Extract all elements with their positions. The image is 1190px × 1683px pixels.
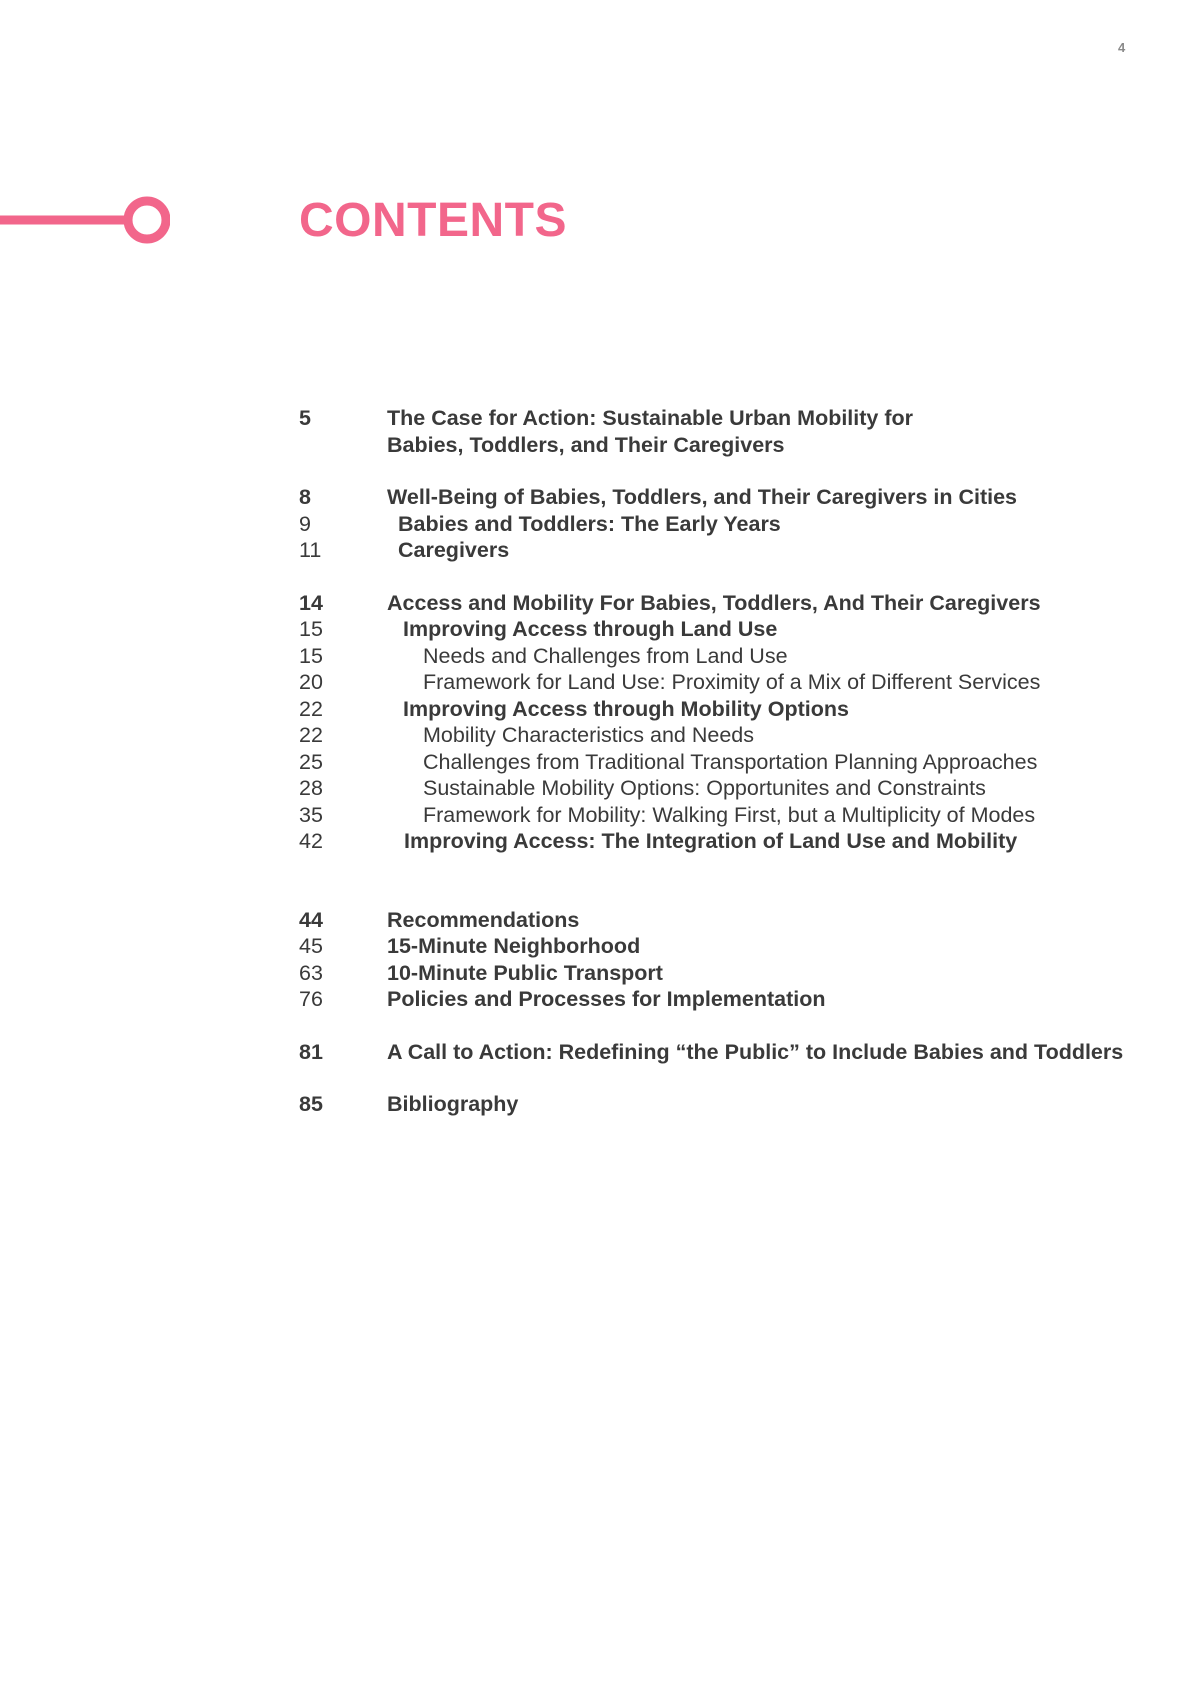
toc-entry-title: Policies and Processes for Implementation [387, 987, 826, 1011]
toc-page-number: 22 [299, 723, 323, 747]
toc-entry [299, 986, 1159, 1013]
toc-entry [299, 828, 1159, 855]
toc-page-number: 15 [299, 643, 323, 668]
toc-entry [299, 802, 1159, 829]
toc-entry [299, 775, 1159, 802]
toc-entry-title: Challenges from Traditional Transportation Planning Approaches [423, 749, 1038, 774]
toc-entry [299, 722, 1159, 749]
toc-entry-title: Recommendations [387, 907, 580, 932]
toc-entry [299, 1091, 1159, 1118]
toc-page-number: 8 [299, 485, 311, 509]
line-circle-decoration [0, 195, 170, 245]
toc-entry [299, 616, 1159, 643]
toc-entry [299, 432, 1159, 459]
toc-page-number: 76 [299, 987, 323, 1011]
toc-entry-title: Improving Access: The Integration of Land Use and Mobility [404, 829, 1018, 853]
page-title: CONTENTS [299, 194, 567, 247]
toc-entry [299, 907, 1159, 934]
toc-page-number: 5 [299, 406, 311, 430]
toc-page-number: 42 [299, 829, 323, 853]
toc-entry-title: Caregivers [398, 538, 510, 562]
toc-entry-title: Framework for Mobility: Walking First, but a Multiplicity of Modes [423, 802, 1036, 827]
toc-entry [299, 1039, 1159, 1066]
toc-entry-title: Bibliography [387, 1092, 519, 1116]
toc-entry [299, 590, 1159, 617]
toc-entry-title: Improving Access through Land Use [403, 617, 778, 641]
toc-page-number: 85 [299, 1092, 323, 1116]
toc-entry-title: Mobility Characteristics and Needs [423, 723, 754, 747]
toc-page-number: 14 [299, 590, 323, 615]
toc-entry-title: 15-Minute Neighborhood [387, 934, 641, 958]
toc-page-number: 81 [299, 1039, 323, 1064]
table-of-contents [299, 405, 1159, 1118]
toc-entry [299, 405, 1159, 432]
toc-page-number: 15 [299, 617, 323, 641]
toc-entry-title: Babies, Toddlers, and Their Caregivers [387, 432, 785, 457]
toc-entry [299, 749, 1159, 776]
toc-page-number: 20 [299, 670, 323, 694]
toc-entry-title: Framework for Land Use: Proximity of a Mix of Different Services [423, 670, 1041, 694]
toc-entry-title: Needs and Challenges from Land Use [423, 643, 788, 668]
toc-page-number: 11 [299, 538, 322, 562]
toc-page-number: 35 [299, 802, 323, 827]
toc-entry [299, 669, 1159, 696]
toc-page-number: 63 [299, 960, 323, 985]
toc-page-number: 22 [299, 696, 323, 721]
toc-entry-title: Well-Being of Babies, Toddlers, and Their Caregivers in Cities [387, 485, 1018, 509]
toc-page-number: 25 [299, 749, 323, 774]
toc-entry [299, 960, 1159, 987]
toc-entry-title: Babies and Toddlers: The Early Years [398, 511, 781, 536]
toc-entry [299, 484, 1159, 511]
toc-page-number: 44 [299, 907, 323, 932]
toc-entry-title: Access and Mobility For Babies, Toddlers, And Their Caregivers [387, 590, 1041, 615]
toc-entry [299, 643, 1159, 670]
toc-entry [299, 696, 1159, 723]
toc-entry [299, 511, 1159, 538]
toc-entry [299, 537, 1159, 564]
toc-entry-title: 10-Minute Public Transport [387, 960, 663, 985]
toc-page-number: 9 [299, 511, 311, 536]
toc-entry-title: Sustainable Mobility Options: Opportunites and Constraints [423, 776, 986, 800]
toc-entry [299, 933, 1159, 960]
toc-entry-title: A Call to Action: Redefining “the Public” to Include Babies and Toddlers [387, 1039, 1124, 1064]
toc-entry-title: The Case for Action: Sustainable Urban Mobility for [387, 406, 914, 430]
toc-entry-title: Improving Access through Mobility Options [403, 696, 849, 721]
toc-page-number: 45 [299, 934, 323, 958]
toc-page-number: 28 [299, 776, 323, 800]
page-number: 4 [1118, 40, 1126, 55]
